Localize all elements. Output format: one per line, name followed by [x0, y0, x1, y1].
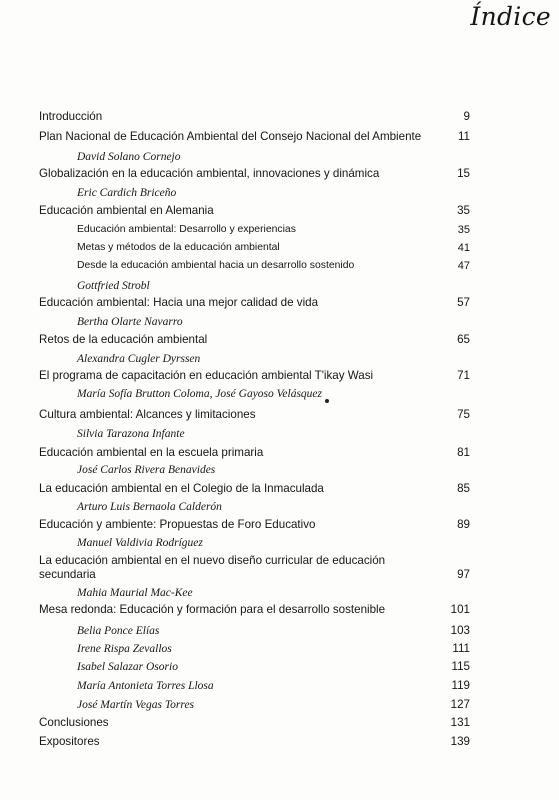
- toc-author: [77, 624, 470, 638]
- toc-page-number: 103: [450, 624, 470, 637]
- toc-label: Mesa redonda: Educación y formación para el desarrollo sostenible: [39, 603, 386, 616]
- toc-label: Educación y ambiente: Propuestas de Foro Educativo: [39, 518, 316, 531]
- toc-page-number: 47: [457, 260, 470, 272]
- toc-label: José Martín Vegas Torres: [77, 699, 195, 711]
- toc-author: [77, 427, 470, 441]
- toc-page-number: 139: [450, 735, 470, 748]
- toc-label: Retos de la educación ambiental: [39, 333, 208, 346]
- toc-entry: [39, 408, 470, 422]
- toc-page-number: 119: [451, 679, 470, 692]
- toc-label: Educación ambiental en Alemania: [39, 204, 214, 217]
- ink-speck: [325, 399, 329, 403]
- toc-label: Desde la educación ambiental hacia un desarrollo sostenido: [77, 260, 355, 271]
- toc-author: [77, 315, 470, 329]
- toc-page-number: 89: [457, 518, 470, 531]
- toc-label: Bertha Olarte Navarro: [77, 316, 183, 328]
- toc-author: [77, 186, 470, 200]
- toc-label: María Sofía Brutton Coloma, José Gayoso Velásquez: [77, 388, 322, 400]
- toc-label: Expositores: [39, 735, 100, 748]
- toc-author: [77, 279, 470, 293]
- toc-label: Cultura ambiental: Alcances y limitaciones: [39, 408, 256, 421]
- toc-entry: [39, 603, 470, 617]
- toc-page-number: 11: [457, 130, 470, 143]
- toc-page-number: 81: [457, 446, 470, 459]
- toc-entry: [39, 167, 470, 181]
- toc-subentry: [77, 223, 470, 237]
- toc-page-number: 127: [450, 698, 470, 711]
- toc-author: [77, 463, 470, 477]
- toc-label: El programa de capacitación en educación ambiental T'ikay Wasi: [39, 369, 374, 382]
- toc-entry: [39, 446, 470, 460]
- toc-label: Plan Nacional de Educación Ambiental del Consejo Nacional del Ambiente: [39, 130, 422, 143]
- toc-page-number: 115: [451, 660, 470, 673]
- toc-author: [77, 642, 470, 656]
- toc-entry: [39, 333, 470, 347]
- toc-label: Mahia Maurial Mac-Kee: [77, 587, 193, 599]
- toc-page-number: 111: [452, 642, 470, 655]
- toc-label: Silvia Tarazona Infante: [77, 428, 185, 440]
- toc-entry: [39, 554, 470, 582]
- toc-label: Educación ambiental: Hacia una mejor calidad de vida: [39, 296, 319, 309]
- toc-label: La educación ambiental en el Colegio de la Inmaculada: [39, 482, 324, 495]
- toc-entry: [39, 296, 470, 310]
- toc-author: [77, 500, 470, 514]
- toc-entry: [39, 204, 470, 218]
- toc-page-number: 85: [457, 482, 470, 495]
- toc-subentry: [77, 259, 470, 273]
- toc-label: Eric Cardich Briceño: [77, 187, 177, 199]
- toc-label: Isabel Salazar Osorio: [77, 661, 178, 673]
- toc-label: Belia Ponce Elías: [77, 625, 160, 637]
- toc-label: Metas y métodos de la educación ambiental: [77, 242, 280, 253]
- toc-author: [77, 352, 470, 366]
- toc-label: Educación ambiental en la escuela primaria: [39, 446, 264, 459]
- toc-page-number: 97: [457, 568, 470, 581]
- toc-author: [77, 698, 470, 712]
- toc-author: [77, 150, 470, 164]
- toc-label: María Antonieta Torres Llosa: [77, 680, 214, 692]
- toc-page-number: 15: [457, 167, 470, 180]
- toc-label: Educación ambiental: Desarrollo y experiencias: [77, 224, 296, 235]
- toc-page-number: 131: [450, 716, 470, 729]
- toc-label: La educación ambiental en el nuevo diseño curricular de educación secundaria: [39, 554, 386, 581]
- toc-entry: [39, 482, 470, 496]
- toc-label: Manuel Valdivia Rodríguez: [77, 537, 203, 549]
- toc-page-number: 71: [457, 369, 470, 382]
- toc-label: Introducción: [39, 110, 103, 123]
- toc-entry: [39, 735, 470, 749]
- toc-label: Gottfried Strobl: [77, 280, 150, 292]
- toc-page-number: 41: [457, 242, 470, 254]
- toc-label: Arturo Luis Bernaola Calderón: [77, 501, 222, 513]
- toc-author: [77, 586, 470, 600]
- toc-author: [77, 660, 470, 674]
- toc-author: [77, 679, 470, 693]
- toc-page-number: 57: [457, 296, 470, 309]
- toc-label: Alexandra Cugler Dyrssen: [77, 353, 201, 365]
- toc-entry: [39, 716, 470, 730]
- toc-label: David Solano Cornejo: [77, 151, 181, 163]
- toc-page-number: 35: [457, 224, 470, 236]
- toc-label: Conclusiones: [39, 716, 109, 729]
- toc-entry: [39, 518, 470, 532]
- toc-page-number: 75: [457, 408, 470, 421]
- toc-author: [77, 387, 470, 401]
- toc-page-number: 9: [463, 110, 470, 123]
- toc-label: Irene Rispa Zevallos: [77, 643, 172, 655]
- toc-subentry: [77, 241, 470, 255]
- toc-page-number: 101: [450, 603, 470, 616]
- page-title: Índice: [470, 2, 551, 31]
- toc-label: José Carlos Rivera Benavides: [77, 464, 216, 476]
- toc-label: Globalización en la educación ambiental, innovaciones y dinámica: [39, 167, 380, 180]
- toc-entry: [39, 130, 470, 144]
- toc-author: [77, 536, 470, 550]
- toc-page-number: 65: [457, 333, 470, 346]
- toc-entry: [39, 369, 470, 383]
- toc-entry: [39, 110, 470, 124]
- toc-page-number: 35: [457, 204, 470, 217]
